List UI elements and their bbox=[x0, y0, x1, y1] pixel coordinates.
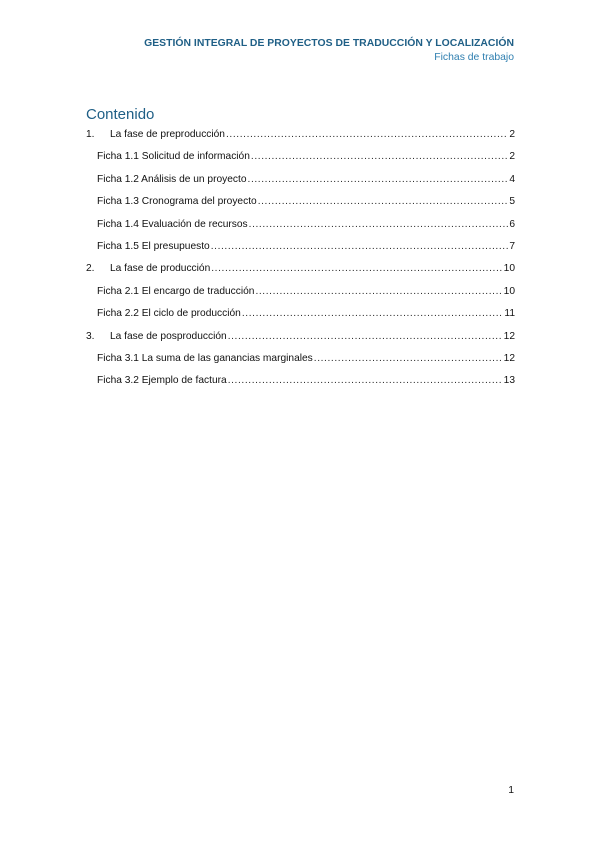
toc-entry-section-1[interactable] bbox=[86, 124, 515, 146]
toc-entry-ficha-1-3[interactable] bbox=[86, 191, 515, 213]
toc-dot-leader bbox=[228, 326, 503, 348]
toc-entry-section-2[interactable] bbox=[86, 258, 515, 280]
toc-entry-title: La fase de producción bbox=[110, 263, 211, 275]
toc-entry-ficha-1-4[interactable] bbox=[86, 214, 515, 236]
page-header bbox=[144, 37, 514, 65]
toc-entry-ficha-1-5[interactable] bbox=[86, 236, 515, 258]
page-number: 1 bbox=[508, 785, 514, 796]
toc-entry-title: Ficha 1.4 Evaluación de recursos bbox=[97, 218, 248, 230]
toc-entry-title: Ficha 2.1 El encargo de traducción bbox=[97, 285, 255, 297]
toc-entry-page: 5 bbox=[509, 196, 515, 208]
toc-entry-ficha-1-1[interactable] bbox=[86, 146, 515, 168]
toc-entry-title: La fase de preproducción bbox=[110, 129, 225, 140]
toc-entry-ficha-3-2[interactable] bbox=[86, 370, 515, 392]
toc-dot-leader bbox=[211, 236, 509, 258]
toc-entry-page: 10 bbox=[503, 285, 515, 297]
toc-entry-page: 2 bbox=[509, 151, 515, 163]
toc-entry-page: 4 bbox=[509, 173, 515, 185]
toc-entry-number: 2. bbox=[86, 263, 95, 275]
toc-entry-page: 12 bbox=[503, 352, 515, 364]
toc-entry-page: 6 bbox=[509, 218, 515, 230]
toc-entry-title: Ficha 1.3 Cronograma del proyecto bbox=[97, 196, 257, 208]
table-of-contents bbox=[86, 124, 515, 393]
document-title: GESTIÓN INTEGRAL DE PROYECTOS DE TRADUCCIÓN Y LOCALIZACIÓN bbox=[144, 38, 514, 49]
toc-dot-leader bbox=[249, 214, 509, 236]
toc-entry-ficha-1-2[interactable] bbox=[86, 169, 515, 191]
toc-entry-title: Ficha 2.2 El ciclo de producción bbox=[97, 308, 241, 320]
toc-dot-leader bbox=[248, 169, 509, 191]
toc-dot-leader bbox=[255, 281, 502, 303]
toc-dot-leader bbox=[258, 191, 509, 213]
toc-dot-leader bbox=[242, 303, 504, 325]
toc-entry-ficha-2-1[interactable] bbox=[86, 281, 515, 303]
toc-entry-page: 12 bbox=[503, 330, 515, 342]
toc-dot-leader bbox=[314, 348, 503, 370]
toc-entry-title: Ficha 3.1 La suma de las ganancias marginales bbox=[97, 352, 313, 364]
toc-heading: Contenido bbox=[86, 106, 155, 123]
toc-dot-leader bbox=[228, 370, 503, 392]
toc-entry-page: 11 bbox=[504, 308, 515, 320]
toc-entry-page: 7 bbox=[509, 240, 515, 252]
document-subtitle: Fichas de trabajo bbox=[434, 52, 514, 63]
toc-entry-page: 13 bbox=[503, 375, 515, 387]
toc-entry-ficha-2-2[interactable] bbox=[86, 303, 515, 325]
toc-entry-number: 3. bbox=[86, 330, 95, 342]
toc-entry-title: La fase de posproducción bbox=[110, 330, 227, 342]
toc-dot-leader bbox=[251, 146, 508, 168]
toc-entry-section-3[interactable] bbox=[86, 326, 515, 348]
toc-dot-leader bbox=[211, 258, 502, 280]
toc-dot-leader bbox=[226, 124, 508, 146]
toc-entry-title: Ficha 1.5 El presupuesto bbox=[97, 240, 210, 252]
toc-entry-page: 2 bbox=[509, 129, 515, 140]
toc-entry-ficha-3-1[interactable] bbox=[86, 348, 515, 370]
toc-entry-title: Ficha 3.2 Ejemplo de factura bbox=[97, 375, 227, 387]
toc-entry-number: 1. bbox=[86, 129, 95, 140]
toc-entry-title: Ficha 1.2 Análisis de un proyecto bbox=[97, 173, 247, 185]
toc-entry-page: 10 bbox=[503, 263, 515, 275]
toc-entry-title: Ficha 1.1 Solicitud de información bbox=[97, 151, 250, 163]
